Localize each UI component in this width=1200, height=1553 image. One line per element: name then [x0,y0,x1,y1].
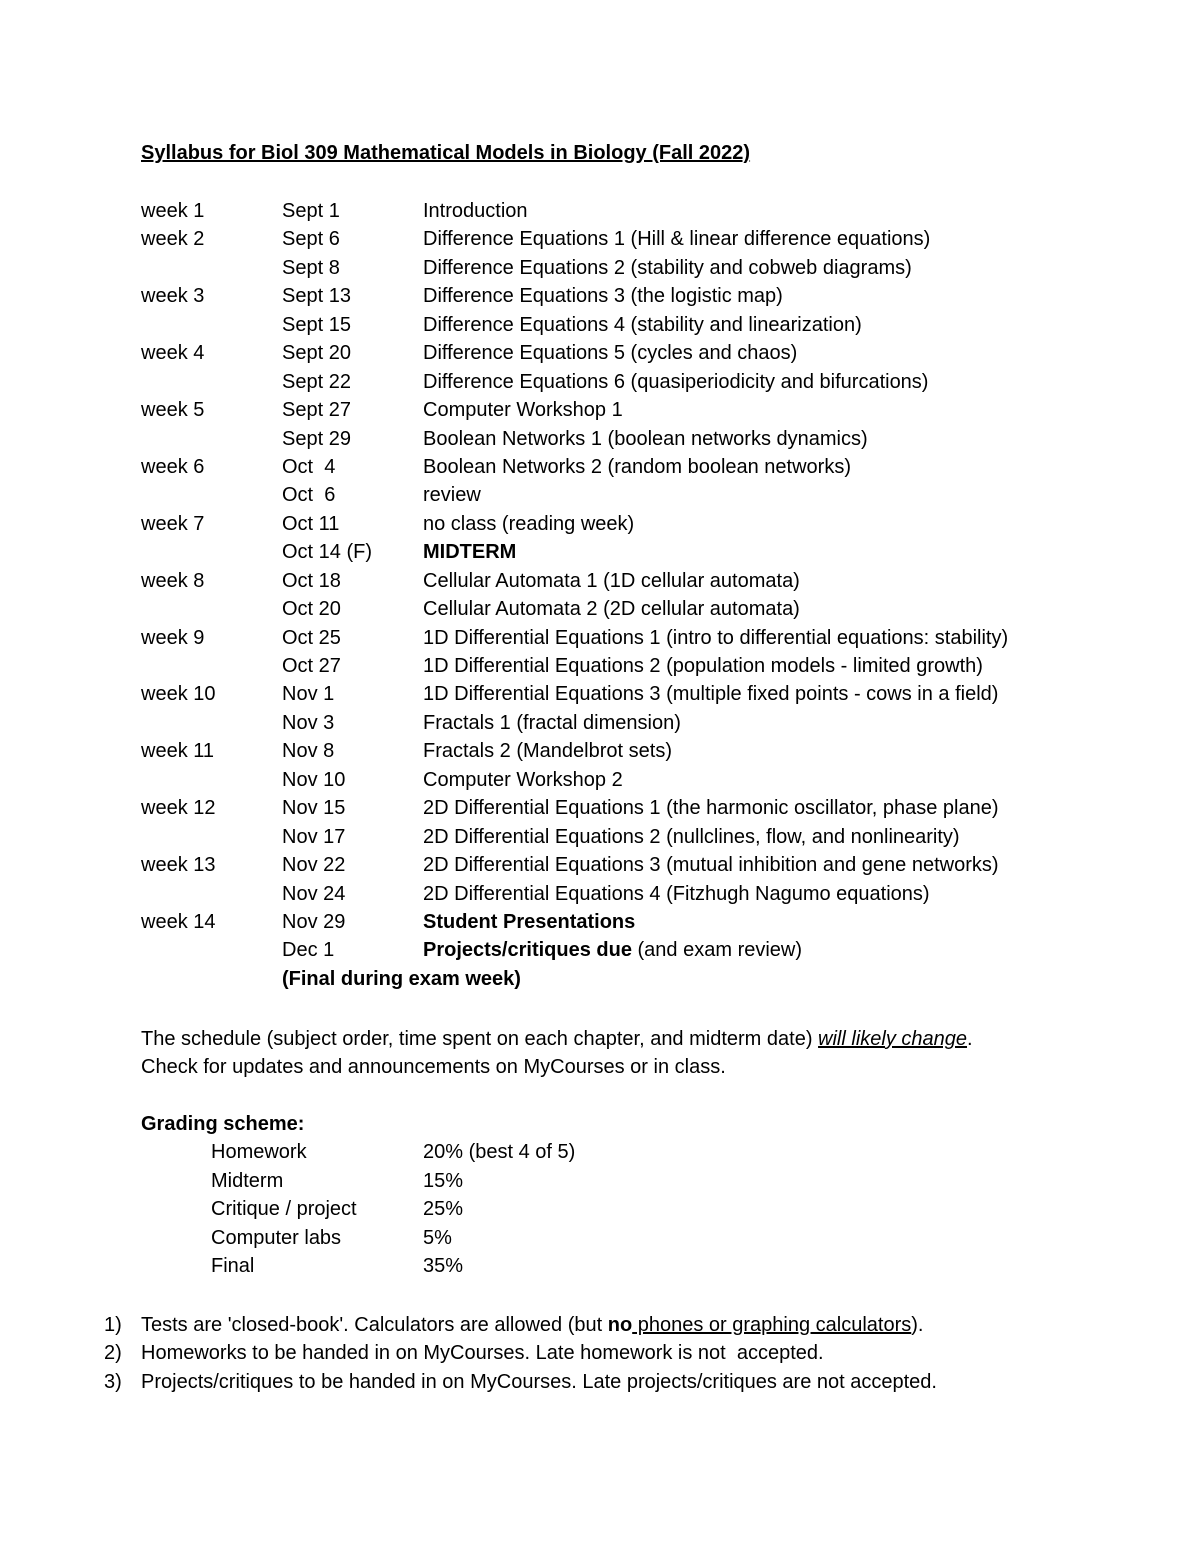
date-cell: Oct 11 [282,512,340,535]
date-cell: Sept 6 [282,228,340,251]
topic-cell: Fractals 1 (fractal dimension) [423,711,681,734]
topic-cell: Computer Workshop 2 [423,768,623,791]
date-cell: Sept 27 [282,399,351,422]
date-cell: Nov 22 [282,854,346,877]
week-cell: week 6 [141,455,205,478]
topic-cell: Fractals 2 (Mandelbrot sets) [423,740,672,763]
date-cell: Sept 13 [282,285,351,308]
topic-cell: 2D Differential Equations 2 (nullclines, flow, and nonlinearity) [423,825,960,848]
topic-cell: 2D Differential Equations 3 (mutual inhibition and gene networks) [423,854,999,877]
grading-heading: Grading scheme: [141,1113,305,1135]
date-cell: Dec 1 [282,939,335,962]
topic-cell: Cellular Automata 1 (1D cellular automata) [423,569,800,592]
week-cell: week 7 [141,512,205,535]
date-cell: Oct 4 [282,455,336,478]
date-cell: Sept 22 [282,370,351,393]
date-cell: Sept 1 [282,200,340,222]
topic-cell: review [423,484,481,507]
week-cell: week 9 [141,626,205,649]
date-cell: Sept 29 [282,427,351,450]
grade-row: Homework 20% (best 4 of 5) [211,1141,576,1164]
topic-cell: 2D Differential Equations 1 (the harmonic oscillator, phase plane) [423,797,999,820]
week-cell: week 13 [141,854,216,877]
topic-cell: Computer Workshop 1 [423,399,623,422]
topic-cell: no class (reading week) [423,512,635,535]
grading-scheme [141,1110,576,1280]
topic-cell: Difference Equations 1 (Hill & linear difference equations) [423,228,931,251]
date-cell: Oct 6 [282,484,336,507]
topic-cell: Student Presentations [423,910,636,933]
date-cell: Nov 8 [282,740,335,763]
date-cell: Nov 3 [282,711,335,734]
date-cell: Oct 18 [282,569,341,592]
topic-cell: Introduction [423,200,528,222]
date-cell: Nov 17 [282,825,346,848]
topic-cell: Boolean Networks 2 (random boolean networks) [423,455,851,478]
syllabus-page: Syllabus for Biol 309 Mathematical Models in Biology (Fall 2022) week 1 Sept 1 Introduction week 2 Sept 6 Difference Equations 1 (Hill & linear difference equations) Sept 8 Difference Equations 2 (stability and cobweb diagrams) week 3 Sept 13 Difference Equations 3 (the logistic map) Sept 15 Difference Equations 4 (stability and linearization) week 4 Sept 20 Difference Equations 5 (cycles and chaos) Sept 22 Difference Equations 6 (quasiperiodicity and bifurcations) week 5 Sept 27 Computer Workshop 1 Sept 29 Boolean Networks 1 (boolean networks dynamics) week 6 Oct 4 Boolean Networks 2 (random boolean networks) Oct 6 review week 7 Oct 11 no class (reading week) Oct 14 (F) MIDTERM week 8 Oct 18 Cellular Automata 1 (1D cellular automata) Oct 20 Cellular Automata 2 (2D cellular automata) week 9 Oct 25 1D Differential Equations 1 (intro to differential equations: stability) Oct 27 1D Differential Equations 2 (population models - limited growth) week 10 Nov 1 1D Differential Equations 3 (multiple fixed points - cows in a field) Nov 3 Fractals 1 (fractal dimension) week 11 Nov 8 Fractals 2 (Mandelbrot sets) Nov 10 Computer Workshop 2 week 12 Nov 15 2D Differential Equations 1 (the harmonic oscillator, phase plane) Nov 17 2D Differential Equations 2 (nullclines, flow, and nonlinearity) week 13 Nov 22 2D Differential Equations 3 (mutual inhibition and gene networks) Nov 24 2D Differential Equations 4 (Fitzhugh Nagumo equations) week 14 Nov 29 Student Presentations Dec 1 Projects/critiques due (and exam review) (Final during exam week) The schedule (subject order, time spent on each chapter, and midterm date) will likely change. Check for updates and announcements on MyCourses or in class. Grading scheme: Homework 20% (best 4 of 5) Midterm 15% Critique / project 25% Computer labs 5% Final 35% 1) Tests are 'closed-book'. Calculators are allowed (but no phones or graphing calculators). 2) Homeworks to be handed in on MyCourses. Late homework is not accepted. 3) Projects/critiques to be handed in on MyCourses. Late projects/critiques are not accepted. [104,142,1009,1393]
grade-row: Computer labs 5% [211,1226,452,1249]
topic-cell: Difference Equations 6 (quasiperiodicity and bifurcations) [423,370,929,393]
date-cell: Nov 1 [282,683,335,706]
final-exam-note: (Final during exam week) [282,967,521,990]
date-cell: Nov 24 [282,882,346,905]
week-cell: week 12 [141,797,216,820]
topic-cell: 1D Differential Equations 1 (intro to differential equations: stability) [423,626,1009,649]
grade-row: Final 35% [211,1254,464,1277]
week-cell: week 3 [141,285,205,308]
note-line-2: Check for updates and announcements on MyCourses or in class. [141,1056,726,1079]
week-cell: week 2 [141,228,205,251]
week-cell: week 11 [141,740,215,763]
page-title: Syllabus for Biol 309 Mathematical Models in Biology (Fall 2022) [141,142,751,164]
grade-row: Midterm 15% [211,1169,464,1192]
week-cell: week 10 [141,683,216,706]
date-cell: Nov 15 [282,797,346,820]
topic-cell: MIDTERM [423,541,517,564]
date-cell: Sept 20 [282,342,351,365]
topic-cell: Difference Equations 3 (the logistic map) [423,285,783,308]
topic-cell: Difference Equations 4 (stability and linearization) [423,313,862,336]
date-cell: Oct 25 [282,626,341,649]
week-cell: week 4 [141,342,205,365]
topic-cell: 2D Differential Equations 4 (Fitzhugh Nagumo equations) [423,882,930,905]
topic-cell: 1D Differential Equations 2 (population models - limited growth) [423,655,983,677]
week-cell: week 8 [141,569,205,592]
note-line-1: The schedule (subject order, time spent on each chapter, and midterm date) will likely change. [141,1028,973,1050]
date-cell: Nov 10 [282,768,346,791]
topic-cell: Projects/critiques due (and exam review) [423,939,803,962]
date-cell: Nov 29 [282,910,346,933]
date-cell: Oct 20 [282,598,341,621]
week-cell: week 1 [141,200,205,222]
topic-cell: 1D Differential Equations 3 (multiple fixed points - cows in a field) [423,683,999,706]
topic-cell: Difference Equations 5 (cycles and chaos) [423,342,798,365]
week-cell: week 5 [141,399,205,422]
will-likely-change-emphasis: will likely change [818,1028,968,1050]
date-cell: Oct 14 (F) [282,541,373,564]
topic-cell: Boolean Networks 1 (boolean networks dynamics) [423,427,868,450]
week-cell: week 14 [141,910,216,933]
date-cell: Oct 27 [282,655,341,677]
date-cell: Sept 8 [282,256,340,279]
grade-row: Critique / project 25% [211,1198,464,1221]
date-cell: Sept 15 [282,313,351,336]
topic-cell: Cellular Automata 2 (2D cellular automata) [423,598,800,621]
topic-cell: Difference Equations 2 (stability and cobweb diagrams) [423,256,912,279]
schedule-note [141,1025,973,1082]
